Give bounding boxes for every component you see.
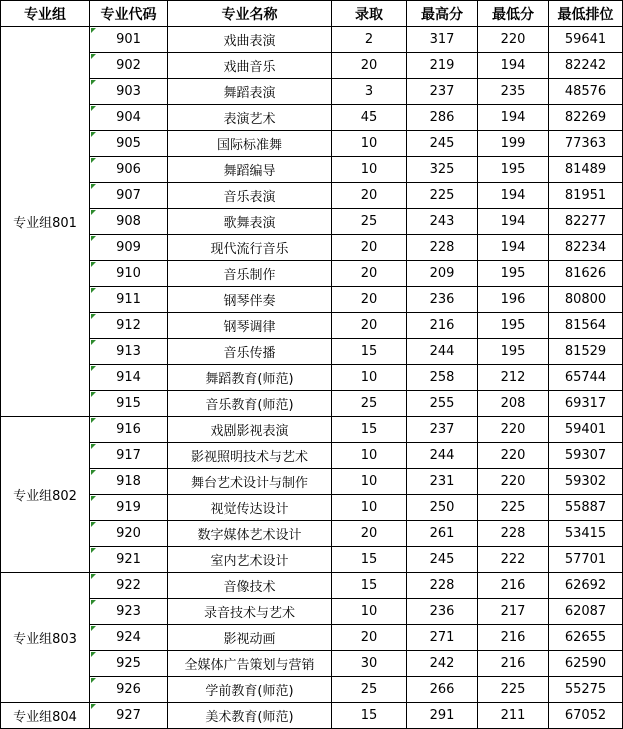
admitted-cell: 10 [332, 131, 407, 157]
table-row [1, 339, 623, 365]
major-cell: 钢琴调律 [168, 313, 332, 339]
admitted-cell: 10 [332, 365, 407, 391]
max-score-cell: 245 [407, 131, 478, 157]
major-cell: 室内艺术设计 [168, 547, 332, 573]
min-rank-cell: 81951 [549, 183, 623, 209]
code-cell: 920 [90, 521, 168, 547]
code-cell: 924 [90, 625, 168, 651]
min-score-cell: 194 [478, 235, 549, 261]
header-admitted: 录取 [332, 1, 407, 27]
header-group: 专业组 [1, 1, 90, 27]
max-score-cell: 242 [407, 651, 478, 677]
admitted-cell: 20 [332, 625, 407, 651]
min-score-cell: 195 [478, 339, 549, 365]
min-score-cell: 195 [478, 157, 549, 183]
max-score-cell: 236 [407, 599, 478, 625]
major-cell: 戏曲音乐 [168, 53, 332, 79]
max-score-cell: 237 [407, 417, 478, 443]
min-rank-cell: 62590 [549, 651, 623, 677]
min-score-cell: 208 [478, 391, 549, 417]
major-cell: 国际标准舞 [168, 131, 332, 157]
admitted-cell: 20 [332, 235, 407, 261]
code-cell: 927 [90, 703, 168, 729]
max-score-cell: 266 [407, 677, 478, 703]
min-rank-cell: 59307 [549, 443, 623, 469]
max-score-cell: 325 [407, 157, 478, 183]
min-score-cell: 235 [478, 79, 549, 105]
table-row [1, 651, 623, 677]
major-cell: 戏剧影视表演 [168, 417, 332, 443]
major-cell: 表演艺术 [168, 105, 332, 131]
min-score-cell: 216 [478, 573, 549, 599]
min-rank-cell: 82277 [549, 209, 623, 235]
min-rank-cell: 81489 [549, 157, 623, 183]
admitted-cell: 20 [332, 313, 407, 339]
table-row [1, 183, 623, 209]
admitted-cell: 10 [332, 599, 407, 625]
code-cell: 908 [90, 209, 168, 235]
min-score-cell: 228 [478, 521, 549, 547]
table-row [1, 547, 623, 573]
max-score-cell: 231 [407, 469, 478, 495]
table-row [1, 53, 623, 79]
min-score-cell: 220 [478, 417, 549, 443]
admitted-cell: 15 [332, 573, 407, 599]
max-score-cell: 250 [407, 495, 478, 521]
table-row [1, 625, 623, 651]
code-cell: 922 [90, 573, 168, 599]
major-cell: 钢琴伴奏 [168, 287, 332, 313]
max-score-cell: 216 [407, 313, 478, 339]
table-row [1, 599, 623, 625]
admitted-cell: 10 [332, 495, 407, 521]
major-cell: 现代流行音乐 [168, 235, 332, 261]
min-score-cell: 199 [478, 131, 549, 157]
major-cell: 音乐表演 [168, 183, 332, 209]
code-cell: 911 [90, 287, 168, 313]
code-cell: 918 [90, 469, 168, 495]
min-score-cell: 216 [478, 625, 549, 651]
table-row [1, 521, 623, 547]
major-cell: 音乐制作 [168, 261, 332, 287]
table-row [1, 495, 623, 521]
min-rank-cell: 55887 [549, 495, 623, 521]
max-score-cell: 219 [407, 53, 478, 79]
major-cell: 舞蹈编导 [168, 157, 332, 183]
min-score-cell: 194 [478, 183, 549, 209]
code-cell: 915 [90, 391, 168, 417]
major-cell: 舞台艺术设计与制作 [168, 469, 332, 495]
admitted-cell: 30 [332, 651, 407, 677]
admitted-cell: 10 [332, 443, 407, 469]
major-cell: 学前教育(师范) [168, 677, 332, 703]
min-rank-cell: 82242 [549, 53, 623, 79]
max-score-cell: 209 [407, 261, 478, 287]
major-cell: 美术教育(师范) [168, 703, 332, 729]
admitted-cell: 15 [332, 703, 407, 729]
header-min-score: 最低分 [478, 1, 549, 27]
admitted-cell: 25 [332, 391, 407, 417]
table-row [1, 27, 623, 53]
group-cell: 专业组803 [1, 573, 90, 703]
table-row [1, 573, 623, 599]
max-score-cell: 228 [407, 235, 478, 261]
min-score-cell: 196 [478, 287, 549, 313]
major-cell: 舞蹈教育(师范) [168, 365, 332, 391]
code-cell: 913 [90, 339, 168, 365]
code-cell: 906 [90, 157, 168, 183]
table-row [1, 391, 623, 417]
min-rank-cell: 62655 [549, 625, 623, 651]
max-score-cell: 228 [407, 573, 478, 599]
admitted-cell: 20 [332, 521, 407, 547]
admitted-cell: 15 [332, 547, 407, 573]
code-cell: 907 [90, 183, 168, 209]
major-cell: 全媒体广告策划与营销 [168, 651, 332, 677]
min-score-cell: 195 [478, 313, 549, 339]
max-score-cell: 317 [407, 27, 478, 53]
table-row [1, 235, 623, 261]
min-score-cell: 217 [478, 599, 549, 625]
min-rank-cell: 59401 [549, 417, 623, 443]
code-cell: 904 [90, 105, 168, 131]
table-row [1, 443, 623, 469]
major-cell: 数字媒体艺术设计 [168, 521, 332, 547]
min-score-cell: 194 [478, 53, 549, 79]
code-cell: 926 [90, 677, 168, 703]
table-row [1, 703, 623, 729]
min-rank-cell: 81529 [549, 339, 623, 365]
code-cell: 923 [90, 599, 168, 625]
max-score-cell: 271 [407, 625, 478, 651]
min-rank-cell: 59302 [549, 469, 623, 495]
admitted-cell: 3 [332, 79, 407, 105]
table-row [1, 261, 623, 287]
table-row [1, 287, 623, 313]
max-score-cell: 237 [407, 79, 478, 105]
max-score-cell: 255 [407, 391, 478, 417]
min-rank-cell: 80800 [549, 287, 623, 313]
major-cell: 舞蹈表演 [168, 79, 332, 105]
max-score-cell: 286 [407, 105, 478, 131]
header-min-rank: 最低排位 [549, 1, 623, 27]
max-score-cell: 245 [407, 547, 478, 573]
group-cell: 专业组801 [1, 27, 90, 417]
min-score-cell: 194 [478, 209, 549, 235]
code-cell: 925 [90, 651, 168, 677]
major-cell: 录音技术与艺术 [168, 599, 332, 625]
code-cell: 916 [90, 417, 168, 443]
header-major: 专业名称 [168, 1, 332, 27]
max-score-cell: 244 [407, 339, 478, 365]
table-row [1, 105, 623, 131]
major-cell: 歌舞表演 [168, 209, 332, 235]
min-rank-cell: 82234 [549, 235, 623, 261]
code-cell: 921 [90, 547, 168, 573]
code-cell: 902 [90, 53, 168, 79]
max-score-cell: 258 [407, 365, 478, 391]
code-cell: 917 [90, 443, 168, 469]
max-score-cell: 291 [407, 703, 478, 729]
code-cell: 910 [90, 261, 168, 287]
admitted-cell: 20 [332, 53, 407, 79]
code-cell: 909 [90, 235, 168, 261]
admitted-cell: 25 [332, 677, 407, 703]
min-rank-cell: 62087 [549, 599, 623, 625]
min-score-cell: 225 [478, 495, 549, 521]
table-row [1, 209, 623, 235]
admitted-cell: 20 [332, 261, 407, 287]
min-score-cell: 220 [478, 27, 549, 53]
code-cell: 901 [90, 27, 168, 53]
admitted-cell: 25 [332, 209, 407, 235]
table-row [1, 677, 623, 703]
min-rank-cell: 67052 [549, 703, 623, 729]
table-row [1, 157, 623, 183]
major-cell: 视觉传达设计 [168, 495, 332, 521]
min-rank-cell: 81564 [549, 313, 623, 339]
major-cell: 音乐教育(师范) [168, 391, 332, 417]
min-rank-cell: 62692 [549, 573, 623, 599]
min-rank-cell: 82269 [549, 105, 623, 131]
header-code: 专业代码 [90, 1, 168, 27]
table-row [1, 469, 623, 495]
max-score-cell: 225 [407, 183, 478, 209]
admitted-cell: 10 [332, 157, 407, 183]
admitted-cell: 45 [332, 105, 407, 131]
admitted-cell: 20 [332, 183, 407, 209]
table-row [1, 313, 623, 339]
min-score-cell: 225 [478, 677, 549, 703]
min-rank-cell: 77363 [549, 131, 623, 157]
header-max-score: 最高分 [407, 1, 478, 27]
code-cell: 919 [90, 495, 168, 521]
admitted-cell: 10 [332, 469, 407, 495]
min-score-cell: 212 [478, 365, 549, 391]
admitted-cell: 2 [332, 27, 407, 53]
min-rank-cell: 65744 [549, 365, 623, 391]
min-score-cell: 216 [478, 651, 549, 677]
table-body [1, 27, 623, 729]
min-score-cell: 195 [478, 261, 549, 287]
max-score-cell: 236 [407, 287, 478, 313]
table-row [1, 131, 623, 157]
admitted-cell: 15 [332, 417, 407, 443]
min-score-cell: 194 [478, 105, 549, 131]
code-cell: 903 [90, 79, 168, 105]
group-cell: 专业组804 [1, 703, 90, 729]
group-cell: 专业组802 [1, 417, 90, 573]
table-row [1, 365, 623, 391]
code-cell: 912 [90, 313, 168, 339]
min-rank-cell: 55275 [549, 677, 623, 703]
major-cell: 戏曲表演 [168, 27, 332, 53]
min-rank-cell: 59641 [549, 27, 623, 53]
max-score-cell: 243 [407, 209, 478, 235]
table-row [1, 79, 623, 105]
code-cell: 914 [90, 365, 168, 391]
min-rank-cell: 69317 [549, 391, 623, 417]
table-header-row [1, 1, 623, 27]
min-score-cell: 220 [478, 469, 549, 495]
table-row [1, 417, 623, 443]
admitted-cell: 15 [332, 339, 407, 365]
major-cell: 音像技术 [168, 573, 332, 599]
major-cell: 影视照明技术与艺术 [168, 443, 332, 469]
min-rank-cell: 57701 [549, 547, 623, 573]
min-rank-cell: 81626 [549, 261, 623, 287]
max-score-cell: 244 [407, 443, 478, 469]
min-score-cell: 222 [478, 547, 549, 573]
major-cell: 影视动画 [168, 625, 332, 651]
code-cell: 905 [90, 131, 168, 157]
max-score-cell: 261 [407, 521, 478, 547]
admitted-cell: 20 [332, 287, 407, 313]
min-rank-cell: 48576 [549, 79, 623, 105]
min-score-cell: 220 [478, 443, 549, 469]
major-cell: 音乐传播 [168, 339, 332, 365]
min-rank-cell: 53415 [549, 521, 623, 547]
min-score-cell: 211 [478, 703, 549, 729]
